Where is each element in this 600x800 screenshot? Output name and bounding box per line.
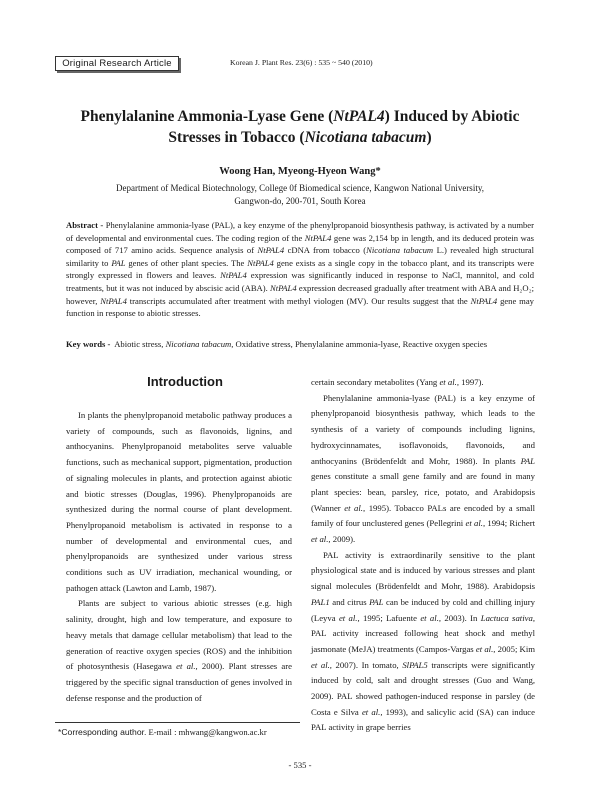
abstract: Abstract - Phenylalanine ammonia-lyase (PAL), a key enzyme of the phenylpropanoid biosynthesis pathway, is activated by a number of developmental and environmental cues. The coding region of the NtPAL4 gene was 2,154 bp in length, and its deduced protein was composed of 717 amino acids. Sequence analysis of NtPAL4 cDNA from tobacco (Nicotiana tabacum L.) revealed high structural similarity to PAL genes of other plant species. The NtPAL4 gene exists as a single copy in the tobacco plant, and its transcripts were strongly expressed in flowers and leaves. NtPAL4 expression was significantly induced in response to NaCl, mannitol, and cold treatments, but it was not induced by abscisic acid (ABA). NtPAL4 expression decreased gradually after treatment with ABA and H₂O₂; however, NtPAL4 transcripts accumulated after treatment with methyl viologen (MV). Our results suggest that the NtPAL4 gene may function in response to abiotic stresses. xyxy=(66,220,535,319)
journal-citation: Korean J. Plant Res. 23(6) : 535 ~ 540 (2010) xyxy=(230,58,373,67)
affiliation: Department of Medical Biotechnology, College 0f Biomedical science, Kangwon National University, Gangwon-do, 200-701, South Korea xyxy=(116,183,484,206)
keywords: Key words - Abiotic stress, Nicotiana tabacum, Oxidative stress, Phenylalanine ammonia-lyase, Reactive oxygen species xyxy=(66,339,488,349)
paragraph: In plants the phenylpropanoid metabolic pathway produces a variety of compounds, such as flavonoids, lignins, and anthocyanins. Phenylpropanoid metabolites serve valuable functions, such as mechanical support, pigmentation, production of signaling molecules in plants, and protection against abiotic and biotic stresses (Douglas, 1996). Phenylpropanoids are synthesized during the normal course of plant development. Phenylpropanoid metabolism is activated in response to a number of developmental and environmental cues, and phenylpropanoids are synthesized under various stress conditions such as UV irradiation, mechanical wounding, or pathogen attack (Lawton and Lamb, 1987). xyxy=(66,410,292,593)
paragraph: certain secondary metabolites (Yang et al., 1997). xyxy=(311,377,484,387)
left-column xyxy=(66,408,292,706)
section-heading-introduction: Introduction xyxy=(147,374,223,389)
authors: Woong Han, Myeong-Hyeon Wang* xyxy=(219,166,381,177)
paragraph: PAL activity is extraordinarily sensitive to the plant physiological state and is induced by various stresses and plant signal molecules (Brödenfeldt and Mohr, 1988). Arabidopsis PAL1 and citrus PAL can be induced by cold and chilling injury (Leyva et al., 1995; Lafuente et al., 2003). In Lactuca sativa, PAL activity increased following heat shock and methyl jasmonate (MeJA) treatments (Campos-Vargas et al., 2005; Kim et al., 2007). In tomato, SlPAL5 transcripts were significantly induced by cold, salt and drought stresses (Guo and Wang, 2009). PAL showed pathogen-induced response in parsley (de Costa e Silva et al., 1993), and salicylic acid (SA) can induce PAL activity in grape berries xyxy=(311,549,536,733)
corresponding-author-footnote: *Corresponding author. E-mail : mhwang@kangwon.ac.kr xyxy=(58,727,267,737)
abstract-label: Abstract - xyxy=(66,220,104,230)
paragraph: Phenylalanine ammonia-lyase (PAL) is a key enzyme of phenylpropanoid biosynthesis pathway, which leads to the synthesis of a variety of compounds including lignins, hydroxycinnamates, isoflavonoids, flavonoids, and anthocyanins (Brödenfeldt and Mohr, 1988). In plants PAL genes constitute a small gene family and are found in many plant species: bean, parsley, rice, potato, and Arabidopsis (Wanner et al., 1995). Tobacco PALs are encoded by a small family of four unclustered genes (Pellegrini et al., 1994; Richert et al., 2009). xyxy=(311,392,535,545)
keywords-label: Key words - xyxy=(66,339,111,349)
footnote-divider xyxy=(55,722,300,723)
page-number: - 535 - xyxy=(288,760,312,770)
paper-title: Phenylalanine Ammonia-Lyase Gene (NtPAL4) Induced by Abiotic Stresses in Tobacco (Nicotiana tabacum) xyxy=(80,108,520,146)
paragraph: Plants are subject to various abiotic stresses (e.g. high salinity, drought, high and low temperature, and exposure to heavy metals that damage cellular metabolism) that lead to the generation of reactive oxygen species (ROS) and the inhibition of photosynthesis (Hasegawa et al., 2000). Plant stresses are triggered by the specific signal transduction of genes involved in defense response and the production of xyxy=(66,598,292,703)
article-type-badge: Original Research Article xyxy=(55,56,179,71)
right-column xyxy=(311,375,535,736)
